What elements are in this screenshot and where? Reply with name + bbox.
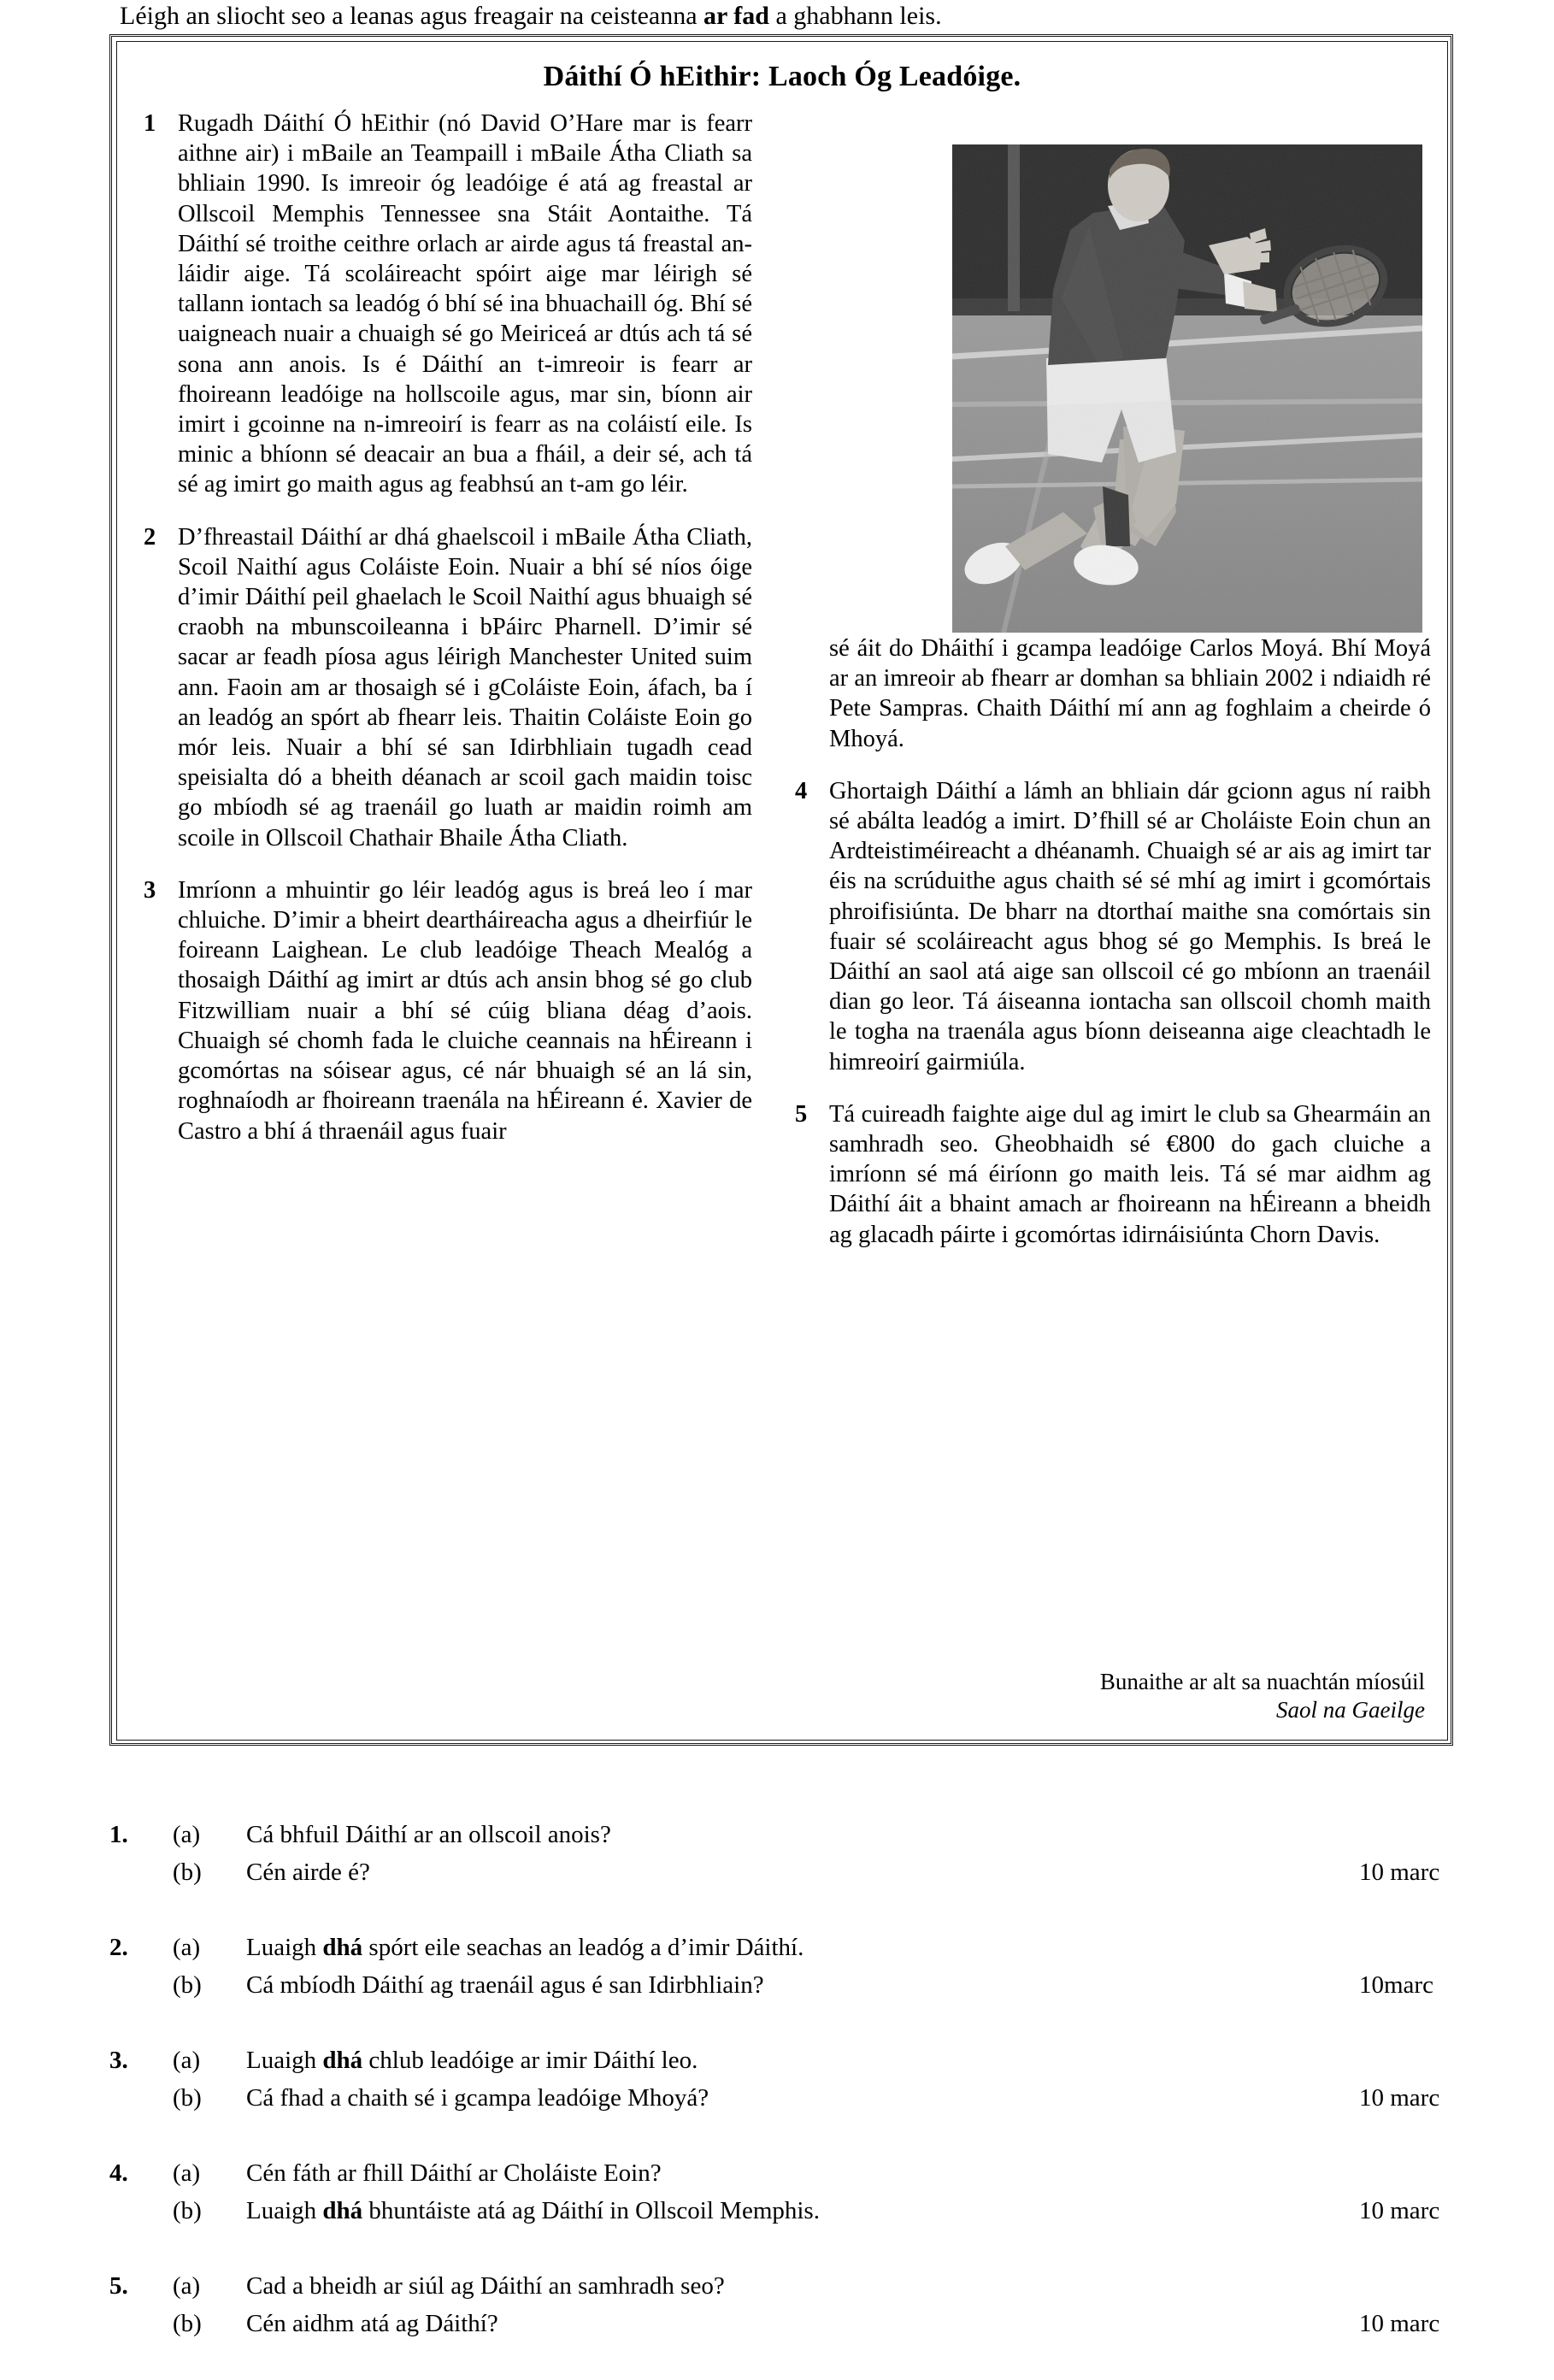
question-3b xyxy=(109,2079,1477,2117)
passage-title: Dáithí Ó hEithir: Laoch Óg Leadóige. xyxy=(543,61,1021,92)
question-number-4: 4. xyxy=(109,2159,128,2187)
question-text-4a: Cén fáth ar fhill Dáithí ar Choláiste Eoin? xyxy=(246,2159,662,2187)
question-text-5a: Cad a bheidh ar siúl ag Dáithí an samhradh seo? xyxy=(246,2272,725,2300)
paragraph-1 xyxy=(137,109,752,500)
paragraph-text-3: Imríonn a mhuintir go léir leadóg agus is breá leo í mar chluiche. D’imir a bheirt deartháireacha agus a dheirfiúr le foireann Laighean. Le club leadóige Theach Mealóg a thosaigh Dáithí ag imirt ar dtús ach ansin bhog sé go club Fitzwilliam nuair a bhí sé cúig bliana déag d’aois. Chuaigh sé chomh fada le cluiche ceannais na hÉireann i gcomórtas na sóisear agus, cé nár bhuaigh sé an lá sin, roghnaíodh ar fhoireann traenála na hÉireann é. Xavier de Castro a bhí á thraenáil agus fuair xyxy=(178,876,752,1145)
instruction-text-before: Léigh an sliocht seo a leanas agus freagair na ceisteanna xyxy=(120,2,704,30)
question-text-1a: Cá bhfuil Dáithí ar an ollscoil anois? xyxy=(246,1821,611,1848)
question-2b xyxy=(109,1966,1477,2004)
question-letter-4b: (b) xyxy=(173,2197,202,2224)
reading-passage-box xyxy=(109,34,1453,1746)
question-text-3b: Cá fhad a chaith sé i gcampa leadóige Mhoyá? xyxy=(246,2084,709,2112)
question-number-3: 3. xyxy=(109,2047,128,2074)
question-number-2: 2. xyxy=(109,1934,128,1961)
question-number-5: 5. xyxy=(109,2272,128,2300)
question-4b xyxy=(109,2192,1477,2230)
question-letter-2b: (b) xyxy=(173,1971,202,1999)
paragraph-text-3-continued: sé áit do Dháithí i gcampa leadóige Carlos Moyá. Bhí Moyá ar an imreoir ab fhearr ar domhan sa bhliain 2002 i ndiaidh ré Pete Sampras. Chaith Dáithí mí ann ag foghlaim a cheirde ó Mhoyá. xyxy=(829,635,1431,752)
instruction-line xyxy=(120,0,942,32)
reading-passage-inner-frame xyxy=(116,41,1448,1741)
question-1a xyxy=(109,1816,1477,1853)
tennis-player-photo-graphic xyxy=(952,144,1422,633)
paragraph-text-5: Tá cuireadh faighte aige dul ag imirt le club sa Ghearmáin an samhradh seo. Gheobhaidh sé €800 do gach cluiche a imríonn sé má éiríonn go maith leis. Tá sé mar aidhm ag Dáithí áit a bhaint amach ar fhoireann na hÉireann a bheidh ag glacadh páirte i gcomórtas idirnáisiúnta Chorn Davis. xyxy=(829,1100,1431,1248)
paragraph-number-5: 5 xyxy=(795,1100,808,1128)
paragraph-text-2: D’fhreastail Dáithí ar dhá ghaelscoil i mBaile Átha Cliath, Scoil Naithí agus Coláiste Eoin. Nuair a bhí sé níos óige d’imir Dáithí peil ghaelach le Scoil Naithí agus bhuaigh sé craobh na mbunscoileanna i bPáirc Pharnell. D’imir sé sacar ar feadh píosa agus léirigh Manchester United suim ann. Faoin am ar thosaigh sé i gColáiste Eoin, áfach, ba í an leadóg an spórt ab fhearr leis. Thaitin Coláiste Eoin go mór leis. Nuair a bhí sé san Idirbhliain tugadh cead speisialta dó a bheith déanach ar scoil gach maidin toisc go mbíodh sé ag traenáil go luath ar maidin roimh am scoile in Ollscoil Chathair Bhaile Átha Cliath. xyxy=(178,523,752,851)
question-letter-5a: (a) xyxy=(173,2272,201,2300)
question-group-2 xyxy=(109,1929,1477,2004)
question-1b xyxy=(109,1853,1477,1891)
attribution-source-name: Saol na Gaeilge xyxy=(1276,1697,1425,1723)
question-4a xyxy=(109,2154,1477,2192)
paragraph-number-4: 4 xyxy=(795,777,808,804)
question-marks-5b: 10 marc xyxy=(1359,2310,1440,2337)
attribution-line-1: Bunaithe ar alt sa nuachtán míosúil xyxy=(1099,1669,1425,1694)
passage-column-left xyxy=(137,109,752,1146)
question-group-4 xyxy=(109,2154,1477,2230)
tennis-player-photo xyxy=(952,144,1422,633)
question-5a xyxy=(109,2267,1477,2305)
question-letter-4a: (a) xyxy=(173,2159,201,2187)
question-marks-2b: 10marc xyxy=(1359,1971,1433,1999)
question-text-2b: Cá mbíodh Dáithí ag traenáil agus é san Idirbhliain? xyxy=(246,1971,764,1999)
paragraph-number-2: 2 xyxy=(144,523,156,551)
paragraph-4 xyxy=(788,776,1431,1077)
question-letter-1b: (b) xyxy=(173,1859,202,1886)
instruction-text-after: a ghabhann leis. xyxy=(768,2,942,30)
question-group-1 xyxy=(109,1816,1477,1891)
question-letter-2a: (a) xyxy=(173,1934,201,1961)
question-marks-3b: 10 marc xyxy=(1359,2084,1440,2112)
paragraph-3-continuation xyxy=(788,633,1431,754)
question-3a xyxy=(109,2041,1477,2079)
question-marks-4b: 10 marc xyxy=(1359,2197,1440,2224)
question-letter-1a: (a) xyxy=(173,1821,201,1848)
question-letter-3a: (a) xyxy=(173,2047,201,2074)
question-text-3a: Luaigh dhá chlub leadóige ar imir Dáithí leo. xyxy=(246,2047,698,2074)
question-text-4b: Luaigh dhá bhuntáiste atá ag Dáithí in Ollscoil Memphis. xyxy=(246,2197,820,2224)
question-text-5b: Cén aidhm atá ag Dáithí? xyxy=(246,2310,498,2337)
paragraph-2 xyxy=(137,522,752,853)
paragraph-3 xyxy=(137,875,752,1146)
source-attribution xyxy=(1100,1668,1425,1724)
question-2a xyxy=(109,1929,1477,1966)
instruction-text-bold: ar fad xyxy=(703,2,769,30)
paragraph-number-3: 3 xyxy=(144,876,156,904)
question-5b xyxy=(109,2305,1477,2342)
question-text-2a: Luaigh dhá spórt eile seachas an leadóg a d’imir Dáithí. xyxy=(246,1934,804,1961)
question-letter-3b: (b) xyxy=(173,2084,202,2112)
question-number-1: 1. xyxy=(109,1821,128,1848)
paragraph-5 xyxy=(788,1099,1431,1250)
paragraph-text-1: Rugadh Dáithí Ó hEithir (nó David O’Hare mar is fearr aithne air) i mBaile an Teampaill i mBaile Átha Cliath sa bhliain 1990. Is imreoir óg leadóige é atá ag freastal ar Ollscoil Memphis Tennessee sna Stáit Aontaithe. Tá Dáithí sé troithe ceithre orlach ar airde agus tá freastal an-láidir aige. Tá scoláireacht spóirt aige mar léirigh sé tallann iontach sa leadóg ó bhí sé ina bhuachaill óg. Bhí sé uaigneach nuair a chuaigh sé go Meiriceá ar dtús ach tá sé sona ann anois. Is é Dáithí an t-imreoir is fearr ar fhoireann leadóige na hollscoile agus, mar sin, bíonn air imirt i gcoinne na n-imreoirí is fearr as na coláistí eile. Is minic a bhíonn sé deacair an bua a fháil, a deir sé, ach tá sé ag imirt go maith agus ag feabhsú an t-am go léir. xyxy=(178,110,752,498)
question-group-5 xyxy=(109,2267,1477,2342)
question-text-1b: Cén airde é? xyxy=(246,1859,370,1886)
question-marks-1b: 10 marc xyxy=(1359,1859,1440,1886)
paragraph-text-4: Ghortaigh Dáithí a lámh an bhliain dár gcionn agus ní raibh sé abálta leadóg a imirt. D’fhill sé ar Choláiste Eoin chun an Ardteistiméireacht a dhéanamh. Chuaigh sé ar ais ag imirt tar éis na scrúduithe agus chaith sé sé mhí ag imirt i gcomórtais phroifisiúnta. De bharr na dtorthaí maithe sna comórtais sin fuair sé scoláireacht agus bhog sé go Memphis. Is breá le Dáithí an saol atá aige san ollscoil cé go mbíonn an traenáil dian go leor. Tá áiseanna iontacha san ollscoil chomh maith le togha na traenála agus bíonn deiseanna aige cleachtadh le himreoirí gairmiúla. xyxy=(829,777,1431,1075)
paragraph-number-1: 1 xyxy=(144,110,156,137)
questions-section xyxy=(109,1816,1477,2380)
question-letter-5b: (b) xyxy=(173,2310,202,2337)
question-group-3 xyxy=(109,2041,1477,2117)
